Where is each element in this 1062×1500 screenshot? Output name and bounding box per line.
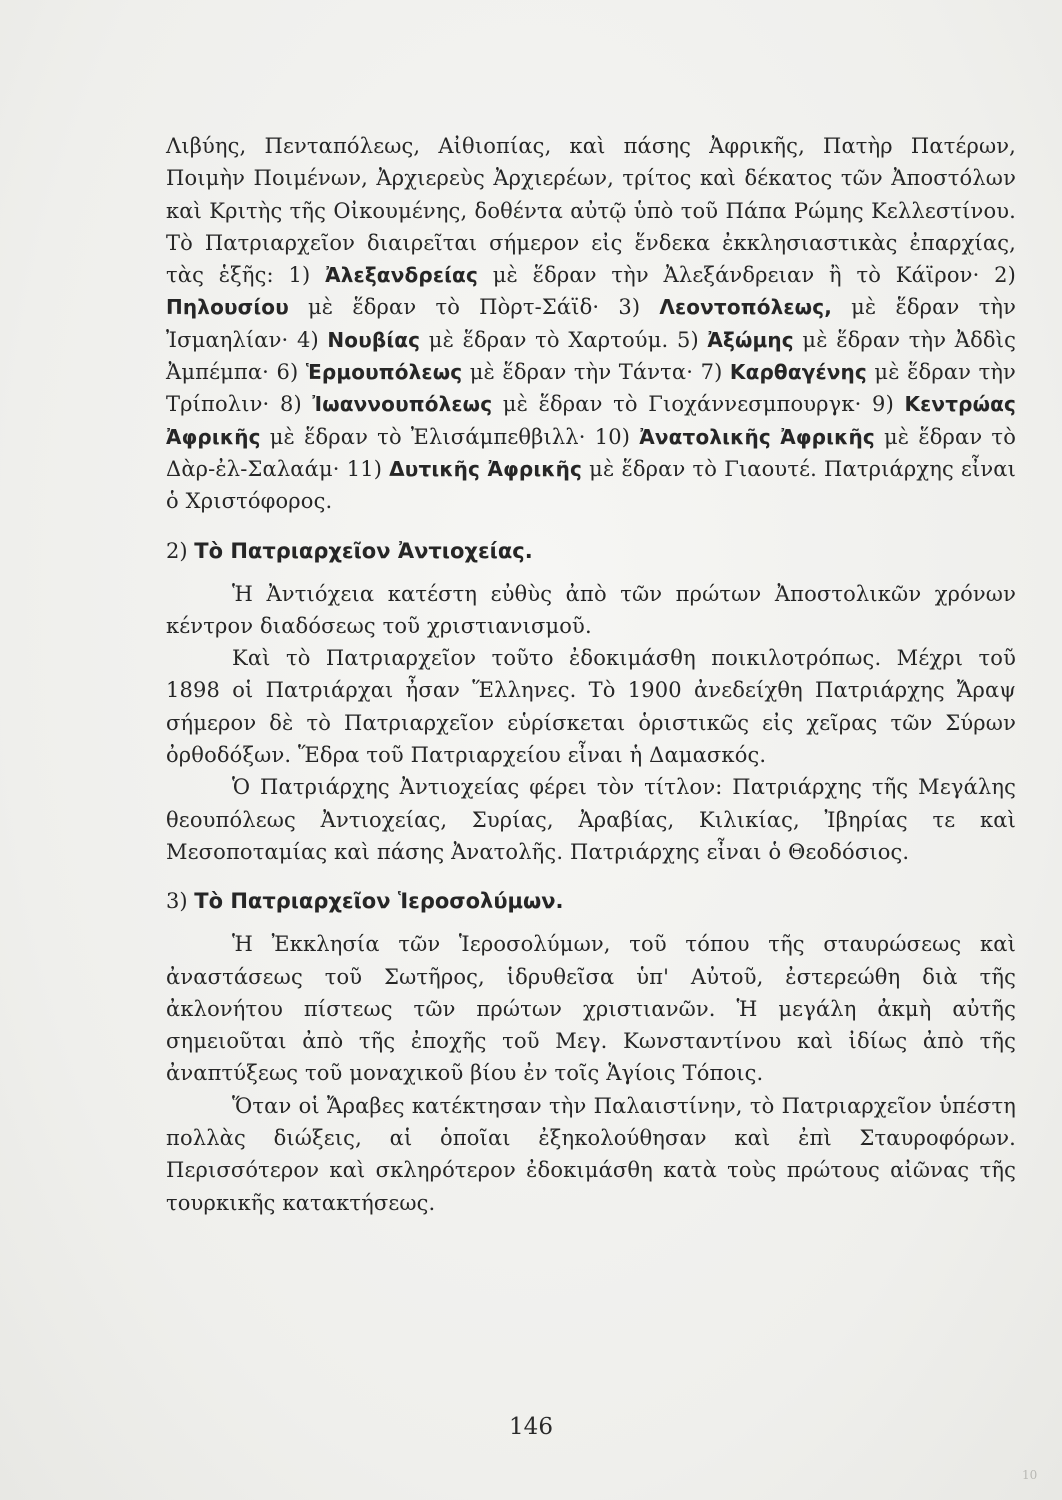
section-title: Τὸ Πατριαρχεῖον Ἱεροσολύμων. [194, 889, 564, 914]
section-heading-jerusalem [166, 884, 1016, 918]
paragraph: Ὁ Πατριάρχης Ἀντιοχείας φέρει τὸν τίτλον: Πατριάρχης τῆς Μεγάλης θεουπόλεως Ἀντιοχείας, Συρίας, Ἀραβίας, Κιλικίας, Ἰβηρίας τε καὶ Μεσοποταμίας καὶ πάσης Ἀνατολῆς. Πατριάρχης εἶναι ὁ Θεοδόσιος. [166, 775, 1016, 864]
text-run: μὲ ἕδραν τὴν Ἀλεξάνδρειαν ἢ τὸ Κάϊρον· 2) [477, 263, 1016, 288]
paragraph: Ἡ Ἀντιόχεια κατέστη εὐθὺς ἀπὸ τῶν πρώτων Ἀποστολικῶν χρόνων κέντρον διαδόσεως τοῦ χριστιανισμοῦ. [166, 581, 1016, 638]
text-run: μὲ ἕδραν τὴν Τρίπολιν· 8) [166, 360, 1016, 417]
province-name: Λεοντοπόλεως, [659, 295, 832, 320]
province-name: Ἀξώμης [707, 327, 794, 352]
province-name: Δυτικῆς Ἀφρικῆς [389, 456, 583, 481]
text-run: μὲ ἕδραν τὴν Ἀδδὶς Ἀμπέμπα· 6) [166, 327, 1016, 385]
text-run: μὲ ἕδραν τὴν Ἰσμαηλίαν· 4) [166, 295, 1016, 352]
text-run: μὲ ἕδραν τὸ Ἐλισάμπεθβιλλ· 10) [260, 424, 640, 449]
text-run: Λιβύης, Πενταπόλεως, Αἰθιοπίας, καὶ πάσης Ἀφρικῆς, Πατὴρ Πατέρων, Ποιμὴν Ποιμένων, Ἀρχιερεὺς Ἀρχιερέων, τρίτος καὶ δέκατος τῶν Ἀποστόλων καὶ Κριτὴς τῆς Οἰκουμένης, δοθέντα αὐτῷ ὑπὸ τοῦ Πάπα Ρώμης Κελλεστίνου. Τὸ Πατριαρχεῖον διαιρεῖται σήμερον εἰς ἕνδεκα ἐκκλησιαστικὰς ἐπαρχίας, τὰς ἑξῆς: 1) [166, 134, 1016, 288]
page-number: 146 [509, 1414, 553, 1440]
province-name: Πηλουσίου [166, 295, 289, 320]
text-run: μὲ ἕδραν τὸ Γιοχάννεσμπουργκ· 9) [492, 392, 905, 417]
paragraph: Ἡ Ἐκκλησία τῶν Ἱεροσολύμων, τοῦ τόπου τῆς σταυρώσεως καὶ ἀναστάσεως τοῦ Σωτῆρος, ἱδρυθεῖσα ὑπ' Αὐτοῦ, ἐστερεώθη διὰ τῆς ἀκλονήτου πίστεως τῶν πρώτων χριστιανῶν. Ἡ μεγάλη ἀκμὴ αὐτῆς σημειοῦται ἀπὸ τῆς ἐποχῆς τοῦ Μεγ. Κωνσταντίνου καὶ ἰδίως ἀπὸ τῆς ἀναπτύξεως τοῦ μοναχικοῦ βίου ἐν τοῖς Ἁγίοις Τόποις. [166, 932, 1016, 1086]
text-run: μὲ ἕδραν τὸ Πὸρτ-Σάϊδ· 3) [288, 295, 660, 320]
text-run: μὲ ἕδραν τὸ Γιαουτέ. Πατριάρχης εἶναι ὁ Χριστόφορος. [166, 456, 1016, 514]
province-name: Καρθαγένης [729, 360, 867, 385]
paragraph: Καὶ τὸ Πατριαρχεῖον τοῦτο ἐδοκιμάσθη ποικιλοτρόπως. Μέχρι τοῦ 1898 οἱ Πατριάρχαι ἦσαν Ἕλληνες. Τὸ 1900 ἀνεδείχθη Πατριάρχης Ἄραψ σήμερον δὲ τὸ Πατριαρχεῖον εὑρίσκεται ὁριστικῶς εἰς χεῖρας τῶν Σύρων ὀρθοδόξων. Ἕδρα τοῦ Πατριαρχείου εἶναι ἡ Δαμασκός. [166, 646, 1016, 768]
corner-pencil-mark: 10 [1022, 1468, 1038, 1482]
text-run: μὲ ἕδραν τὸ Δὰρ-ἐλ-Σαλαάμ· 11) [166, 424, 1016, 481]
section-title: Τὸ Πατριαρχεῖον Ἀντιοχείας. [194, 538, 533, 563]
province-name: Ἑρμουπόλεως [305, 360, 463, 385]
section-number: 2) [166, 538, 188, 563]
province-name: Ἀλεξανδρείας [325, 263, 478, 288]
text-run: μὲ ἕδραν τὴν Τάντα· 7) [462, 360, 730, 385]
paragraph: Ὅταν οἱ Ἄραβες κατέκτησαν τὴν Παλαιστίνην, τὸ Πατριαρχεῖον ὑπέστη πολλὰς διώξεις, αἱ ὁποῖαι ἐξηκολούθησαν καὶ ἐπὶ Σταυροφόρων. Περισσότερον καὶ σκληρότερον ἐδοκιμάσθη κατὰ τοὺς πρώτους αἰῶνας τῆς τουρκικῆς κατακτήσεως. [166, 1093, 1016, 1215]
section-number: 3) [166, 889, 188, 914]
province-name: Νουβίας [327, 327, 421, 352]
page-content [166, 130, 1016, 1219]
province-name: Ἀνατολικῆς Ἀφρικῆς [639, 424, 875, 449]
province-name: Ἰωαννουπόλεως [312, 392, 493, 417]
province-name: Κεντρώας Ἀφρικῆς [166, 392, 1017, 449]
text-run: μὲ ἕδραν τὸ Χαρτούμ. 5) [420, 327, 708, 352]
paragraph-alexandria-provinces [166, 130, 1016, 518]
section-heading-antioch [166, 534, 1016, 568]
